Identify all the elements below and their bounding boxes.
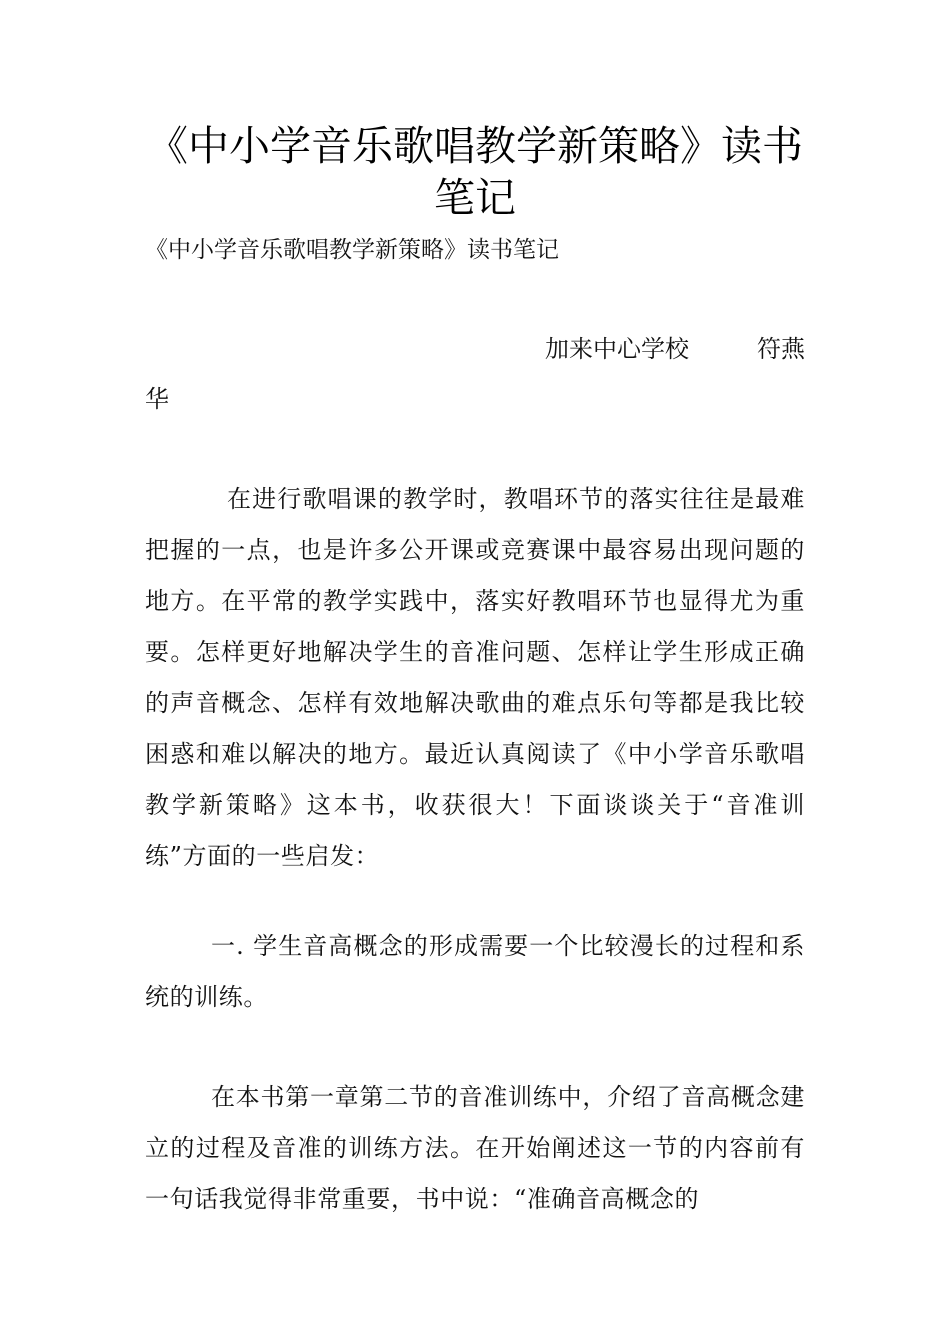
author-line	[145, 333, 805, 365]
document-subtitle: 《中小学音乐歌唱教学新策略》读书笔记	[145, 237, 559, 263]
body-paragraph-1: 在进行歌唱课的教学时，教唱环节的落实往往是最难把握的一点，也是许多公开课或竞赛课中最容易出现问题的地方。在平常的教学实践中，落实好教唱环节也显得尤为重要。怎样更好地解决学生的音准问题、怎样让学生形成正确的声音概念、怎样有效地解决歌曲的难点乐句等都是我比较困惑和难以解决的地方。最近认真阅读了《中小学音乐歌唱教学新策略》这本书，收获很大！下面谈谈关于“音准训练”方面的一些启发：	[145, 485, 805, 870]
author-name-part1: 符燕	[757, 335, 805, 363]
author-name-part2: 华	[145, 385, 169, 413]
document-title: 《中小学音乐歌唱教学新策略》读书笔记	[147, 122, 803, 222]
section-heading-1: 一. 学生音高概念的形成需要一个比较漫长的过程和系统的训练。	[145, 932, 805, 1011]
body-paragraph-2: 在本书第一章第二节的音准训练中，介绍了音高概念建立的过程及音准的训练方法。在开始阐述这一节的内容前有一句话我觉得非常重要，书中说：“准确音高概念的	[145, 1083, 805, 1213]
author-school: 加来中心学校	[545, 335, 689, 363]
